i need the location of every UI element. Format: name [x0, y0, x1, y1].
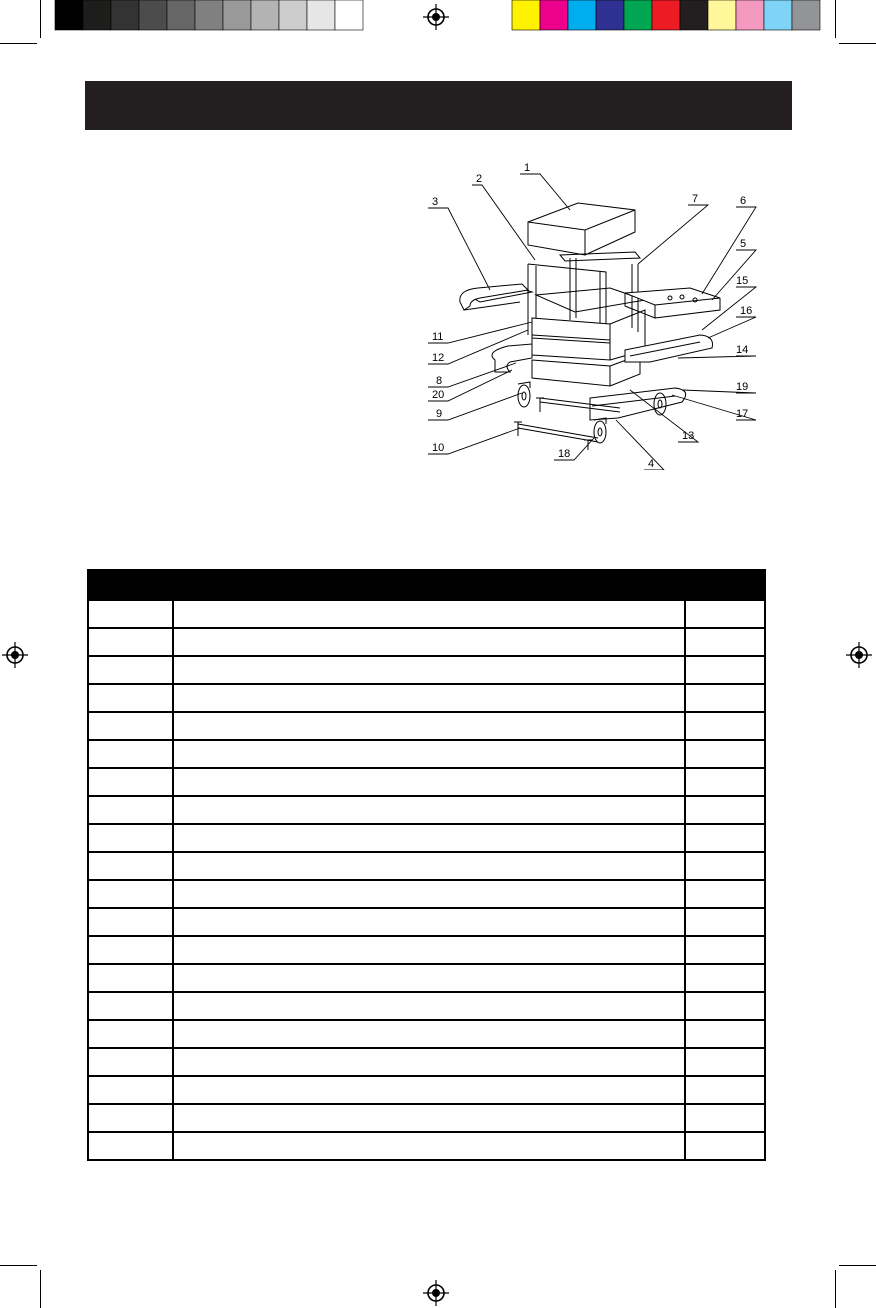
callout-number: 19 [736, 381, 749, 393]
gray-swatch [83, 0, 111, 30]
callout-number: 6 [740, 195, 747, 207]
table-cell [685, 908, 765, 936]
gray-swatch [279, 0, 307, 30]
table-header-cell [685, 570, 765, 600]
crop-mark [835, 1270, 836, 1308]
table-cell [173, 964, 685, 992]
table-cell [685, 936, 765, 964]
callout-number: 3 [432, 196, 439, 208]
table-cell [685, 964, 765, 992]
exploded-parts-diagram [420, 160, 780, 470]
gray-swatch [167, 0, 195, 30]
table-cell [88, 628, 173, 656]
crop-mark [835, 0, 836, 38]
table-cell [173, 740, 685, 768]
callout-number: 8 [436, 375, 443, 387]
table-row [88, 1048, 765, 1076]
table-row [88, 768, 765, 796]
table-cell [173, 684, 685, 712]
crop-mark [0, 1265, 37, 1266]
table-cell [88, 656, 173, 684]
callout-number: 12 [432, 352, 445, 364]
color-swatch [680, 0, 708, 30]
callout-number: 10 [432, 442, 445, 454]
section-header-band [85, 81, 792, 130]
table-cell [685, 628, 765, 656]
table-cell [88, 908, 173, 936]
crop-mark [40, 0, 41, 38]
table-cell [685, 656, 765, 684]
table-cell [685, 740, 765, 768]
table-cell [88, 852, 173, 880]
table-row [88, 796, 765, 824]
table-cell [88, 684, 173, 712]
table-cell [88, 1020, 173, 1048]
table-cell [173, 1132, 685, 1160]
table-cell [88, 768, 173, 796]
callout-number: 16 [740, 305, 753, 317]
table-row [88, 908, 765, 936]
table-cell [173, 824, 685, 852]
table-cell [88, 1132, 173, 1160]
table-row [88, 880, 765, 908]
gray-swatch [195, 0, 223, 30]
color-swatch [512, 0, 540, 30]
table-row [88, 684, 765, 712]
table-cell [88, 600, 173, 628]
table-row [88, 992, 765, 1020]
callout-number: 1 [524, 162, 531, 174]
color-swatch [764, 0, 792, 30]
table-row [88, 852, 765, 880]
table-cell [685, 712, 765, 740]
table-cell [685, 1076, 765, 1104]
table-cell [685, 600, 765, 628]
table-cell [173, 628, 685, 656]
color-swatch [652, 0, 680, 30]
table-cell [173, 1076, 685, 1104]
table-cell [685, 880, 765, 908]
table-row [88, 1104, 765, 1132]
table-cell [173, 908, 685, 936]
table-cell [173, 936, 685, 964]
table-cell [88, 824, 173, 852]
gray-swatch [251, 0, 279, 30]
table-row [88, 712, 765, 740]
table-row [88, 628, 765, 656]
table-cell [685, 852, 765, 880]
callout-number: 17 [736, 408, 749, 420]
table-cell [88, 1104, 173, 1132]
gray-swatch [335, 0, 363, 30]
callout-number: 2 [476, 173, 483, 185]
callout-number: 15 [736, 275, 749, 287]
registration-target-icon [2, 642, 28, 668]
registration-target-icon [423, 4, 449, 30]
table-cell [173, 852, 685, 880]
table-header-cell [88, 570, 173, 600]
crop-mark [40, 1270, 41, 1308]
table-row [88, 1132, 765, 1160]
table-cell [88, 1048, 173, 1076]
color-swatch [568, 0, 596, 30]
table-cell [685, 768, 765, 796]
table-cell [88, 796, 173, 824]
callout-number: 20 [432, 389, 445, 401]
table-cell [173, 656, 685, 684]
table-cell [685, 1048, 765, 1076]
callout-number: 7 [692, 193, 699, 205]
parts-list-table [87, 569, 766, 1161]
gray-swatch [55, 0, 83, 30]
table-cell [173, 880, 685, 908]
table-cell [173, 1020, 685, 1048]
table-cell [685, 992, 765, 1020]
registration-target-icon [846, 642, 872, 668]
table-cell [88, 712, 173, 740]
table-cell [685, 1020, 765, 1048]
table-cell [173, 796, 685, 824]
table-cell [685, 684, 765, 712]
registration-target-icon [423, 1280, 449, 1306]
crop-mark [0, 43, 37, 44]
gray-swatch [139, 0, 167, 30]
table-cell [173, 1104, 685, 1132]
gray-swatch [307, 0, 335, 30]
table-row [88, 936, 765, 964]
color-swatch [596, 0, 624, 30]
table-row [88, 1076, 765, 1104]
table-header-cell [173, 570, 685, 600]
table-cell [685, 1132, 765, 1160]
table-header-row [88, 570, 765, 600]
gray-swatch [223, 0, 251, 30]
gray-swatch [111, 0, 139, 30]
crop-mark [839, 43, 876, 44]
table-cell [88, 880, 173, 908]
table-cell [88, 992, 173, 1020]
table-cell [173, 992, 685, 1020]
callout-number: 13 [682, 430, 695, 442]
callout-number: 4 [648, 458, 655, 470]
color-swatch [792, 0, 820, 30]
table-row [88, 656, 765, 684]
table-row [88, 824, 765, 852]
table-cell [173, 712, 685, 740]
callout-number: 5 [740, 238, 747, 250]
table-cell [88, 1076, 173, 1104]
table-cell [88, 936, 173, 964]
callout-number: 9 [436, 408, 443, 420]
table-row [88, 1020, 765, 1048]
color-swatch [708, 0, 736, 30]
table-cell [173, 600, 685, 628]
table-cell [88, 964, 173, 992]
color-swatch [624, 0, 652, 30]
table-row [88, 740, 765, 768]
table-cell [173, 1048, 685, 1076]
crop-mark [839, 1265, 876, 1266]
callout-number: 18 [558, 448, 571, 460]
callout-number: 11 [432, 331, 444, 343]
callout-number: 14 [736, 344, 749, 356]
table-row [88, 600, 765, 628]
table-cell [685, 1104, 765, 1132]
table-cell [685, 824, 765, 852]
table-row [88, 964, 765, 992]
table-cell [88, 740, 173, 768]
color-swatch [736, 0, 764, 30]
color-swatch [540, 0, 568, 30]
table-cell [685, 796, 765, 824]
table-cell [173, 768, 685, 796]
